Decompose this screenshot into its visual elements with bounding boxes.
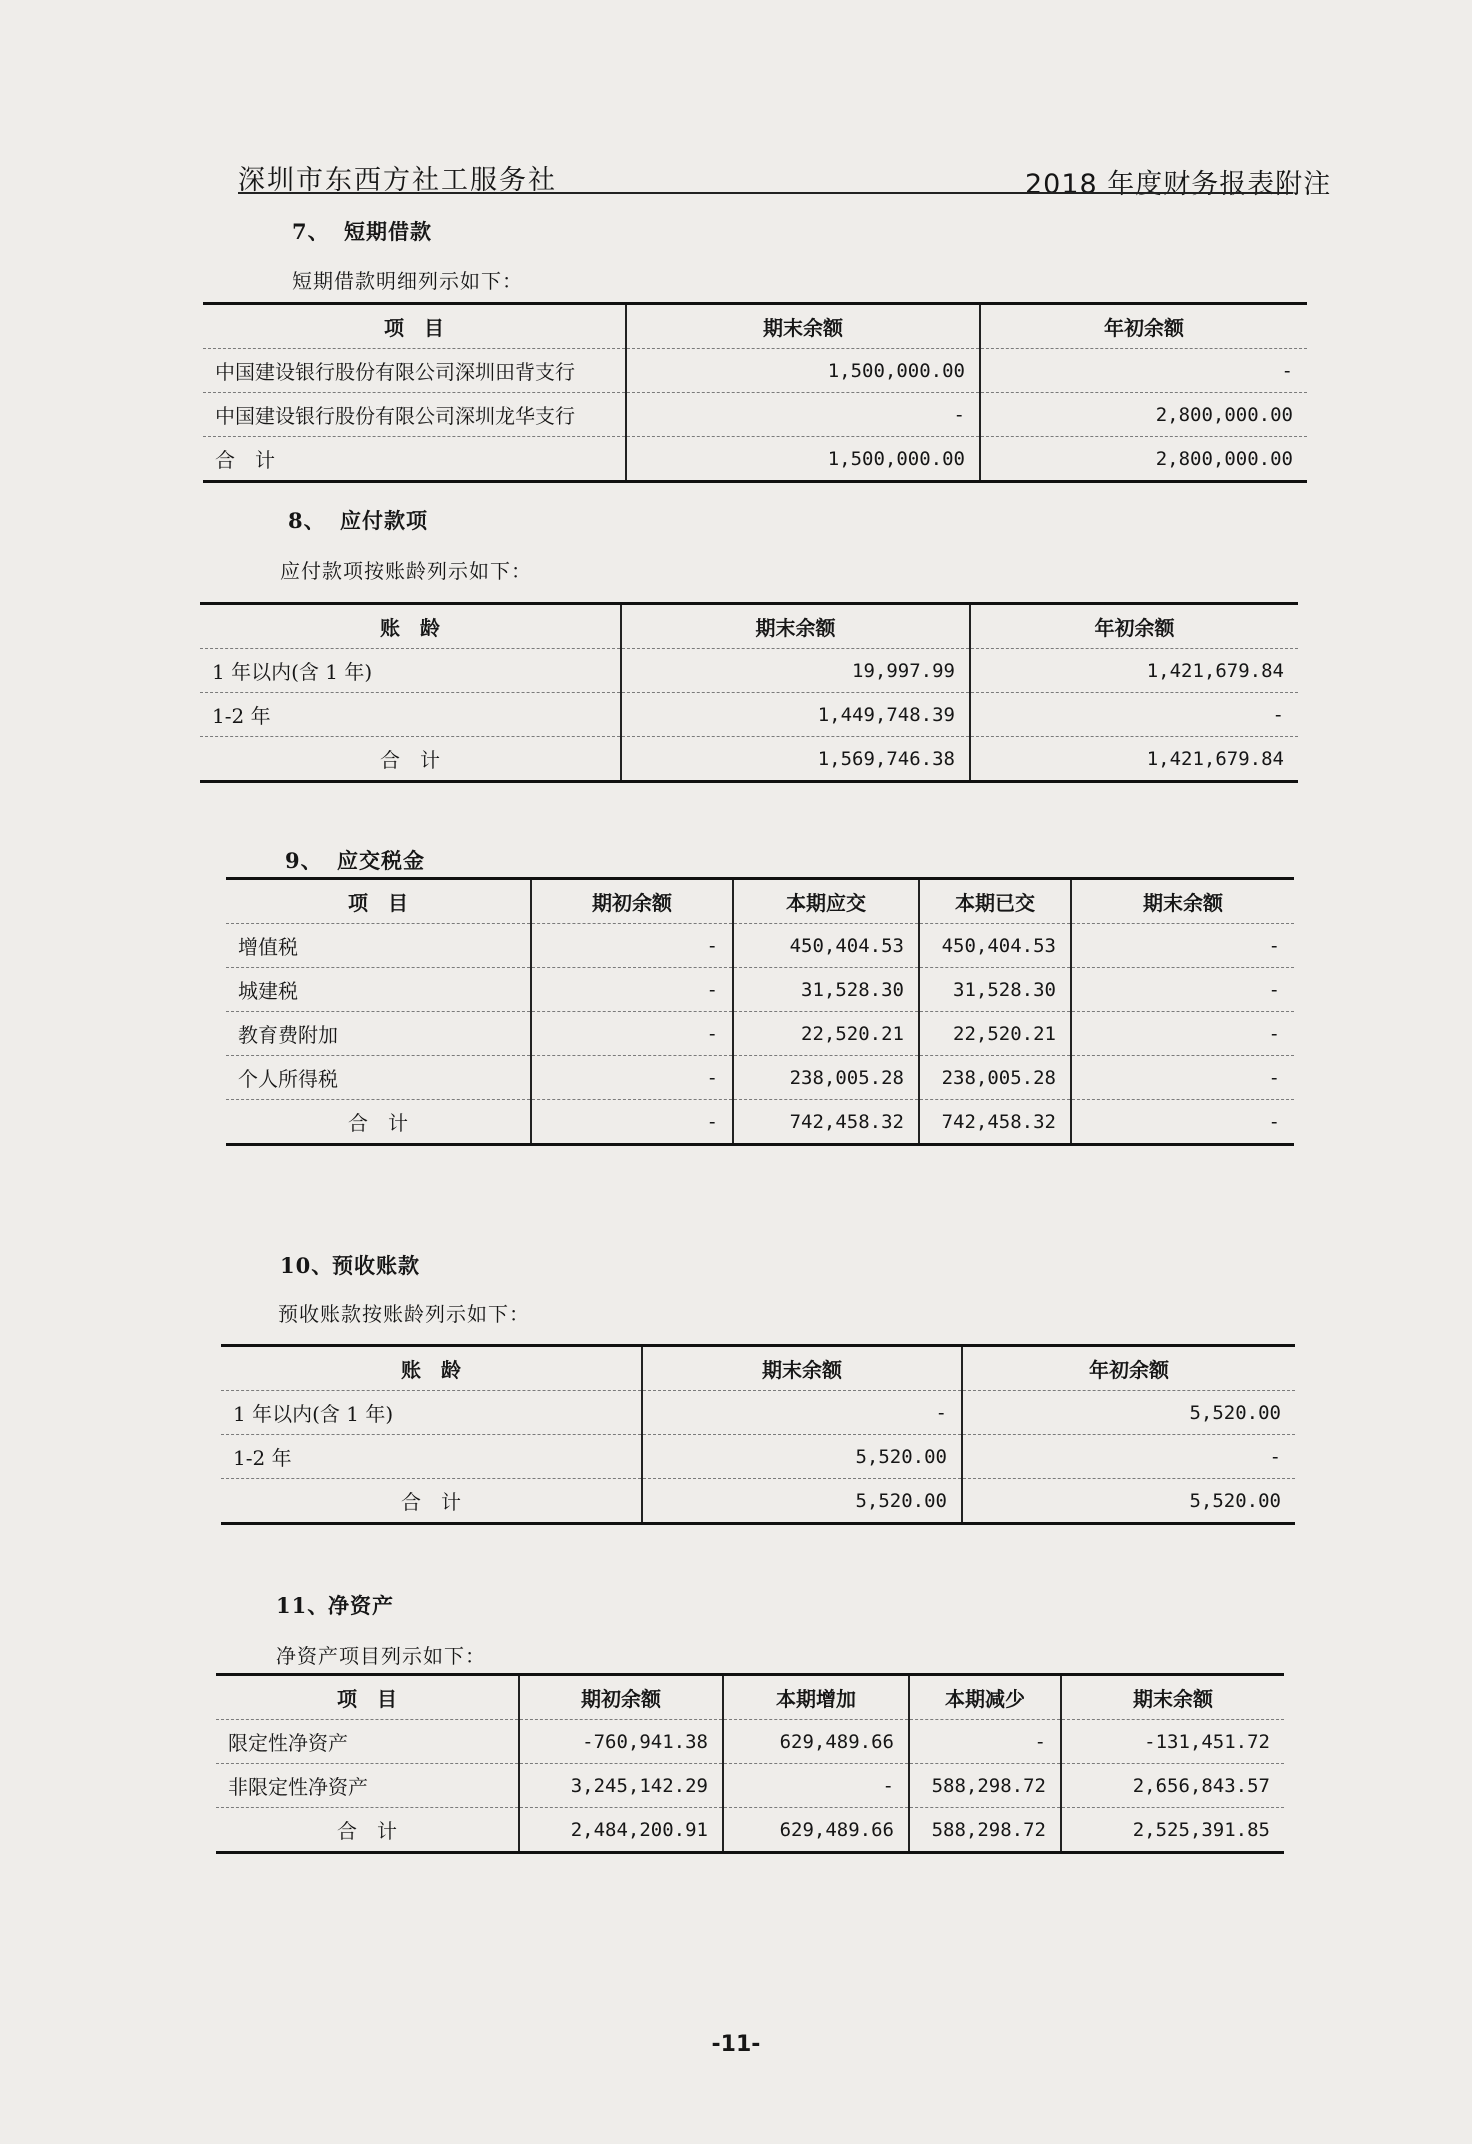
report-title: 2018 年度财务报表附注 [1025,169,1332,200]
total-row [203,437,1307,482]
table-row [226,1012,1294,1056]
net-assets-table [216,1673,1284,1854]
header-cell: 本期应交 [733,879,919,924]
value-cell: 742,458.32 [919,1100,1071,1145]
table-row [200,693,1298,737]
table-row [203,349,1307,393]
value-cell: 31,528.30 [919,968,1071,1012]
section-name: 预收账款 [332,1253,420,1278]
value-cell: 2,800,000.00 [980,393,1307,437]
section-8-subtitle: 应付款项按账龄列示如下： [280,559,532,583]
value-cell: 450,404.53 [919,924,1071,968]
row-label: 合 计 [216,1808,519,1853]
row-label: 教育费附加 [226,1012,531,1056]
value-cell: 5,520.00 [962,1391,1295,1435]
table-row [216,1764,1284,1808]
total-row [221,1479,1295,1524]
header-cell: 年初余额 [962,1346,1295,1391]
value-cell: 2,800,000.00 [980,437,1307,482]
total-row [216,1808,1284,1853]
section-number: 9、 [285,848,323,873]
section-number: 7、 [292,219,330,244]
table-header-row [221,1346,1295,1391]
table-row [226,924,1294,968]
header-cell: 期初余额 [531,879,733,924]
value-cell: -131,451.72 [1061,1720,1284,1764]
row-label: 非限定性净资产 [216,1764,519,1808]
table-row [226,968,1294,1012]
header-cell: 期初余额 [519,1675,723,1720]
header-cell: 项 目 [203,304,626,349]
header-cell: 本期减少 [909,1675,1061,1720]
row-label: 中国建设银行股份有限公司深圳龙华支行 [203,393,626,437]
table-header-row [200,604,1298,649]
value-cell: 1,500,000.00 [626,437,980,482]
row-label: 合 计 [200,737,621,782]
header-cell: 期末余额 [642,1346,962,1391]
value-cell: 1,421,679.84 [970,737,1298,782]
value-cell: - [1071,1056,1294,1100]
value-cell: 2,656,843.57 [1061,1764,1284,1808]
section-10-title [280,1250,420,1280]
value-cell: 22,520.21 [733,1012,919,1056]
section-name: 应交税金 [337,848,425,873]
header-cell: 项 目 [216,1675,519,1720]
value-cell: 588,298.72 [909,1808,1061,1853]
header-cell: 期末余额 [1061,1675,1284,1720]
table-row [216,1720,1284,1764]
value-cell: - [531,1100,733,1145]
section-11-subtitle: 净资产项目列示如下： [276,1644,486,1668]
value-cell: 238,005.28 [919,1056,1071,1100]
section-name: 应付款项 [340,508,428,533]
section-number: 8、 [288,508,326,533]
header-cell: 年初余额 [980,304,1307,349]
row-label: 1 年以内(含 1 年) [200,649,621,693]
table-row [221,1391,1295,1435]
value-cell: 588,298.72 [909,1764,1061,1808]
section-9-title [285,845,425,875]
value-cell: - [970,693,1298,737]
table-header-row [216,1675,1284,1720]
row-label: 限定性净资产 [216,1720,519,1764]
taxes-payable-table [226,877,1294,1146]
row-label: 城建税 [226,968,531,1012]
value-cell: 450,404.53 [733,924,919,968]
value-cell: - [531,968,733,1012]
value-cell: 629,489.66 [723,1720,909,1764]
value-cell: 2,484,200.91 [519,1808,723,1853]
section-11-title [276,1590,394,1620]
section-8-title [288,505,428,535]
total-row [226,1100,1294,1145]
section-number: 10、 [280,1253,334,1278]
page-number: -11- [711,2032,761,2057]
value-cell: 1,569,746.38 [621,737,970,782]
table-header-row [226,879,1294,924]
header-cell: 项 目 [226,879,531,924]
row-label: 1-2 年 [200,693,621,737]
advance-receipts-table [221,1344,1295,1525]
value-cell: 22,520.21 [919,1012,1071,1056]
table-header-row [203,304,1307,349]
header-cell: 期末余额 [1071,879,1294,924]
section-name: 短期借款 [344,219,432,244]
value-cell: - [531,1056,733,1100]
table-row [221,1435,1295,1479]
header-cell: 本期增加 [723,1675,909,1720]
value-cell: 5,520.00 [962,1479,1295,1524]
row-label: 1 年以内(含 1 年) [221,1391,642,1435]
table-row [200,649,1298,693]
value-cell: - [980,349,1307,393]
section-name: 净资产 [328,1593,394,1618]
value-cell: - [531,924,733,968]
header-cell: 账 龄 [221,1346,642,1391]
value-cell: 3,245,142.29 [519,1764,723,1808]
value-cell: - [1071,968,1294,1012]
row-label: 合 计 [226,1100,531,1145]
row-label: 增值税 [226,924,531,968]
value-cell: 31,528.30 [733,968,919,1012]
value-cell: - [723,1764,909,1808]
value-cell: 1,449,748.39 [621,693,970,737]
row-label: 个人所得税 [226,1056,531,1100]
accounts-payable-table [200,602,1298,783]
value-cell: - [642,1391,962,1435]
section-10-subtitle: 预收账款按账龄列示如下： [278,1302,530,1326]
value-cell: 2,525,391.85 [1061,1808,1284,1853]
row-label: 合 计 [203,437,626,482]
header-cell: 期末余额 [621,604,970,649]
value-cell: 742,458.32 [733,1100,919,1145]
short-term-loans-table [203,302,1307,483]
value-cell: - [1071,1100,1294,1145]
header-cell: 本期已交 [919,879,1071,924]
value-cell: 238,005.28 [733,1056,919,1100]
value-cell: 19,997.99 [621,649,970,693]
value-cell: - [626,393,980,437]
value-cell: 1,500,000.00 [626,349,980,393]
value-cell: - [962,1435,1295,1479]
value-cell: 1,421,679.84 [970,649,1298,693]
value-cell: - [1071,1012,1294,1056]
section-7-subtitle: 短期借款明细列示如下： [292,269,523,293]
header-cell: 期末余额 [626,304,980,349]
organization-name: 深圳市东西方社工服务社 [238,165,557,196]
value-cell: - [909,1720,1061,1764]
header-rule [238,192,1293,194]
value-cell: - [1071,924,1294,968]
value-cell: 5,520.00 [642,1479,962,1524]
table-row [203,393,1307,437]
value-cell: 5,520.00 [642,1435,962,1479]
value-cell: - [531,1012,733,1056]
header-cell: 账 龄 [200,604,621,649]
value-cell: -760,941.38 [519,1720,723,1764]
section-number: 11、 [276,1593,330,1618]
row-label: 中国建设银行股份有限公司深圳田背支行 [203,349,626,393]
row-label: 合 计 [221,1479,642,1524]
row-label: 1-2 年 [221,1435,642,1479]
header-cell: 年初余额 [970,604,1298,649]
section-7-title [292,216,432,246]
total-row [200,737,1298,782]
table-row [226,1056,1294,1100]
value-cell: 629,489.66 [723,1808,909,1853]
